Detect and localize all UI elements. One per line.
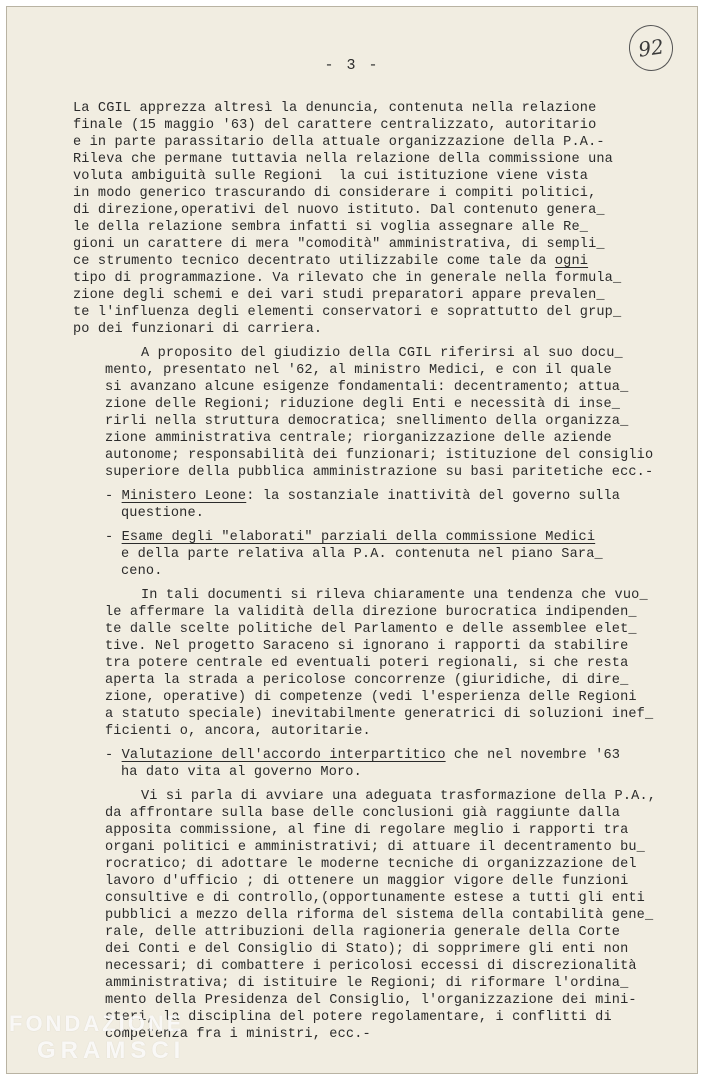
text-line: zione, operative) di competenze (vedi l'esperienza delle Regioni xyxy=(105,690,637,705)
text-line: A proposito del giudizio della CGIL riferirsi al suo docu_ xyxy=(141,346,623,361)
text-line: aperta la strada a pericolose concorrenze (giuridiche, di dire_ xyxy=(105,673,629,688)
document-page xyxy=(6,6,698,1074)
text-line: e in parte parassitario della attuale organizzazione della P.A.- xyxy=(73,135,605,150)
text-line: - Esame degli "elaborati" parziali della commissione Medici xyxy=(105,530,596,545)
text-line: tipo di programmazione. Va rilevato che in generale nella formula_ xyxy=(73,271,622,286)
archive-page-stamp: 92 xyxy=(626,22,676,74)
text-line: La CGIL apprezza altresì la denuncia, contenuta nella relazione xyxy=(73,101,597,116)
text-line: organi politici e amministrativi; di attuare il decentramento bu_ xyxy=(105,840,645,855)
text-line: steri, la disciplina del potere regolamentare, i conflitti di xyxy=(105,1010,612,1025)
text-line: zione degli schemi e dei vari studi preparatori appare prevalen_ xyxy=(73,288,605,303)
text-line: lavoro d'ufficio ; di ottenere un maggior vigore delle funzioni xyxy=(105,874,629,889)
text-line: superiore della pubblica amministrazione su basi paritetiche ecc.- xyxy=(105,465,654,480)
text-line: in modo generico trascurando di considerare i compiti politici, xyxy=(73,186,597,201)
text-line: te dalle scelte politiche del Parlamento e delle assemblee elet_ xyxy=(105,622,637,637)
text-line: voluta ambiguità sulle Regioni la cui istituzione viene vista xyxy=(73,169,589,184)
text-line: le della relazione sembra infatti si voglia assegnare alle Re_ xyxy=(73,220,589,235)
text-line: di direzione,operativi del nuovo istituto. Dal contenuto genera_ xyxy=(73,203,605,218)
text-line: mento della Presidenza del Consiglio, l'organizzazione dei mini- xyxy=(105,993,637,1008)
text-line: a statuto speciale) inevitabilmente generatrici di soluzioni inef_ xyxy=(105,707,654,722)
text-line: amministrativa; di istituire le Regioni; di riformare l'ordina_ xyxy=(105,976,629,991)
text-line: si avanzano alcune esigenze fondamentali: decentramento; attua_ xyxy=(105,380,629,395)
text-line: zione delle Regioni; riduzione degli Enti e necessità di inse_ xyxy=(105,397,621,412)
text-line: questione. xyxy=(121,506,205,521)
text-line: te l'influenza degli elementi conservatori e soprattutto del grup_ xyxy=(73,305,622,320)
text-line: mento, presentato nel '62, al ministro Medici, e con il quale xyxy=(105,363,612,378)
text-line: finale (15 maggio '63) del carattere centralizzato, autoritario xyxy=(73,118,597,133)
text-line: zione amministrativa centrale; riorganizzazione delle aziende xyxy=(105,431,612,446)
watermark-line: FONDAZIONE xyxy=(9,1011,185,1036)
text-line: autonome; responsabilità dei funzionari; istituzione del consiglio xyxy=(105,448,654,463)
text-line: consultive e di controllo,(opportunamente estese a tutti gli enti xyxy=(105,891,645,906)
text-line: Vi si parla di avviare una adeguata trasformazione della P.A., xyxy=(141,789,657,804)
text-line: le affermare la validità della direzione burocratica indipenden_ xyxy=(105,605,637,620)
text-line: necessari; di combattere i pericolosi eccessi di discrezionalità xyxy=(105,959,637,974)
underlined-phrase: Valutazione dell'accordo interpartitico xyxy=(121,748,446,763)
text-line: apposita commissione, al fine di regolare meglio i rapporti tra xyxy=(105,823,629,838)
underlined-phrase: Esame degli "elaborati" parziali della commissione Medici xyxy=(121,530,596,545)
text-line: Rileva che permane tuttavia nella relazione della commissione una xyxy=(73,152,613,167)
text-line: competenza fra i ministri, ecc.- xyxy=(105,1027,371,1042)
text-line: - Ministero Leone: la sostanziale inattività del governo sulla xyxy=(105,489,621,504)
text-line: dei Conti e del Consiglio di Stato); di sopprimere gli enti non xyxy=(105,942,629,957)
text-line: tra potere centrale ed eventuali poteri regionali, si che resta xyxy=(105,656,629,671)
watermark-line: GRAMSCI xyxy=(37,1037,186,1064)
text-line: rirli nella struttura democratica; snellimento della organizza_ xyxy=(105,414,629,429)
text-line: po dei funzionari di carriera. xyxy=(73,322,323,337)
text-line: pubblici a mezzo della riforma del sistema della contabilità gene_ xyxy=(105,908,654,923)
text-line: tive. Nel progetto Saraceno si ignorano i rapporti da stabilire xyxy=(105,639,629,654)
text-line: ficienti o, ancora, autoritarie. xyxy=(105,724,371,739)
text-line: da affrontare sulla base delle conclusioni già raggiunte dalla xyxy=(105,806,621,821)
underlined-phrase: ogni xyxy=(554,254,589,269)
text-line: ce strumento tecnico decentrato utilizzabile come tale da ogni xyxy=(73,254,589,269)
text-line: rocratico; di adottare le moderne tecniche di organizzazione del xyxy=(105,857,637,872)
text-line: - Valutazione dell'accordo interpartitico che nel novembre '63 xyxy=(105,748,621,763)
text-line: ha dato vita al governo Moro. xyxy=(121,765,362,780)
text-line: rale, delle attribuzioni della ragioneria generale della Corte xyxy=(105,925,621,940)
text-line: In tali documenti si rileva chiaramente una tendenza che vuo_ xyxy=(141,588,648,603)
text-line: e della parte relativa alla P.A. contenuta nel piano Sara_ xyxy=(121,547,603,562)
text-line: ceno. xyxy=(121,564,163,579)
text-line: gioni un carattere di mera "comodità" amministrativa, di sempli_ xyxy=(73,237,605,252)
underlined-phrase: Ministero Leone xyxy=(121,489,247,504)
page-number: - 3 - xyxy=(324,57,380,74)
